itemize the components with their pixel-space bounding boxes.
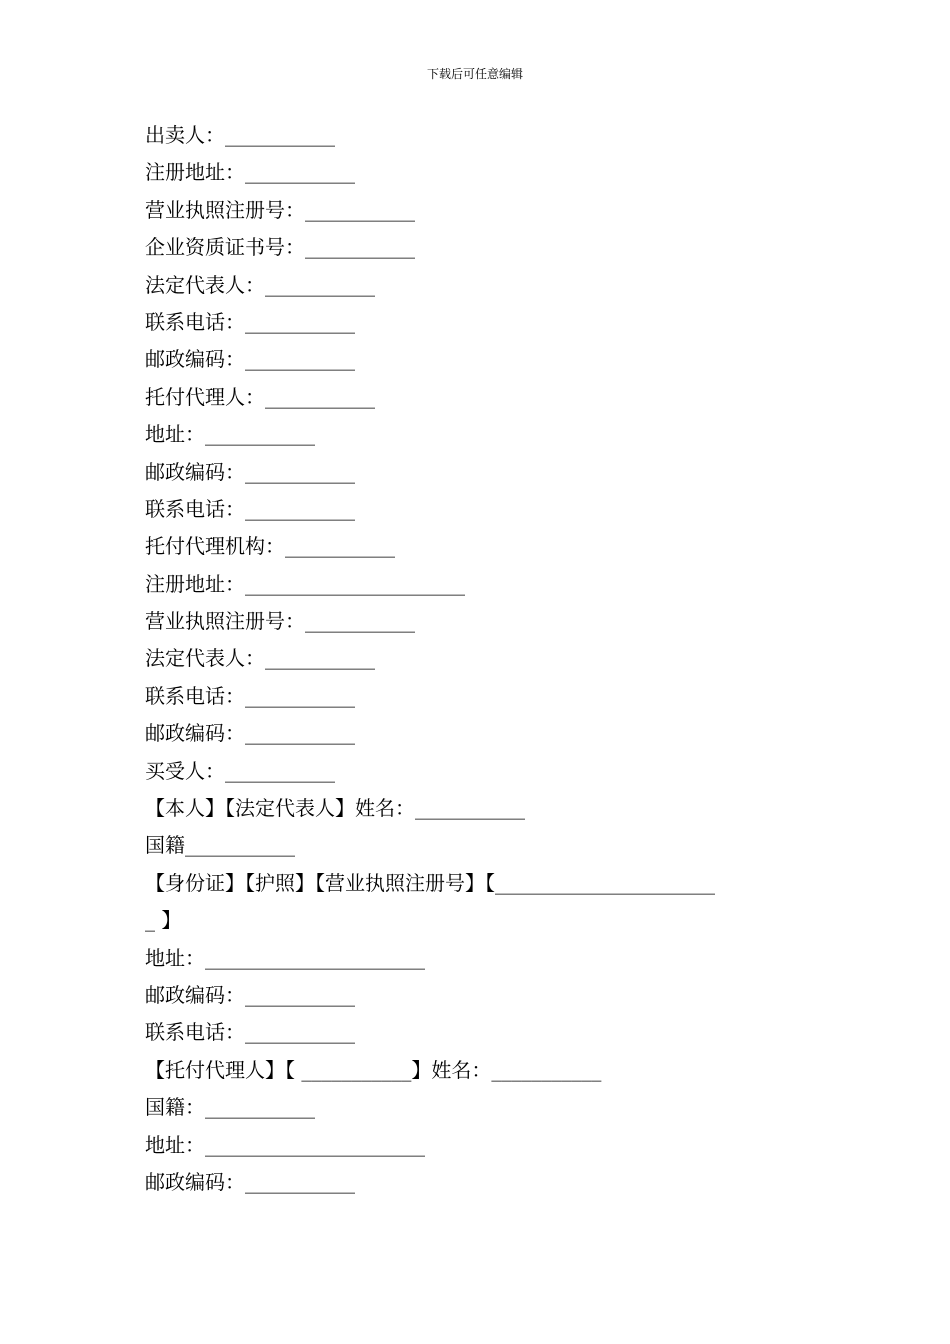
agency-phone-line: 联系电话：___________ <box>145 683 355 708</box>
seller-legal-representative-line: 法定代表人：___________ <box>145 272 375 297</box>
seller-qualification-certificate-line: 企业资质证书号：___________ <box>145 235 415 260</box>
agency-postal-code-line: 邮政编码：___________ <box>145 721 355 746</box>
buyer-postal-code-line: 邮政编码：___________ <box>145 982 355 1007</box>
seller-agent-address-line: 地址：___________ <box>145 422 315 447</box>
seller-registered-address-line: 注册地址：___________ <box>145 160 355 185</box>
buyer-id-document-line: 【身份证】【护照】【营业执照注册号】【______________________ <box>145 870 715 895</box>
seller-agent-postal-code-line: 邮政编码：___________ <box>145 459 355 484</box>
agency-registered-address-line: 注册地址：______________________ <box>145 571 465 596</box>
seller-postal-code-line: 邮政编码：___________ <box>145 347 355 372</box>
buyer-nationality-line: 国籍___________ <box>145 833 295 858</box>
buyer-phone-line: 联系电话：___________ <box>145 1020 355 1045</box>
buyer-address-line: 地址：______________________ <box>145 945 425 970</box>
buyer-name-line: 【本人】【法定代表人】姓名：___________ <box>145 796 525 821</box>
buyer-id-document-continuation-line: _ 】 <box>145 908 182 933</box>
buyer-line: 买受人：___________ <box>145 758 335 783</box>
page-header: 下载后可任意编辑 <box>426 67 523 81</box>
agency-legal-representative-line: 法定代表人：___________ <box>145 646 375 671</box>
seller-business-license-line: 营业执照注册号：___________ <box>145 197 415 222</box>
agency-business-license-line: 营业执照注册号：___________ <box>145 609 415 634</box>
buyer-agent-name-line: 【托付代理人】【 ___________】姓名：___________ <box>145 1057 602 1082</box>
seller-phone-line: 联系电话：___________ <box>145 309 355 334</box>
buyer-agent-address-line: 地址：______________________ <box>145 1132 425 1157</box>
seller-agent-phone-line: 联系电话：___________ <box>145 496 355 521</box>
contract-party-form <box>145 117 825 1201</box>
buyer-agent-nationality-line: 国籍：___________ <box>145 1095 315 1120</box>
buyer-agent-postal-code-line: 邮政编码：___________ <box>145 1169 355 1194</box>
seller-line: 出卖人：___________ <box>145 123 335 147</box>
seller-agent-line: 托付代理人：___________ <box>145 384 375 409</box>
agency-line: 托付代理机构：___________ <box>145 534 395 559</box>
